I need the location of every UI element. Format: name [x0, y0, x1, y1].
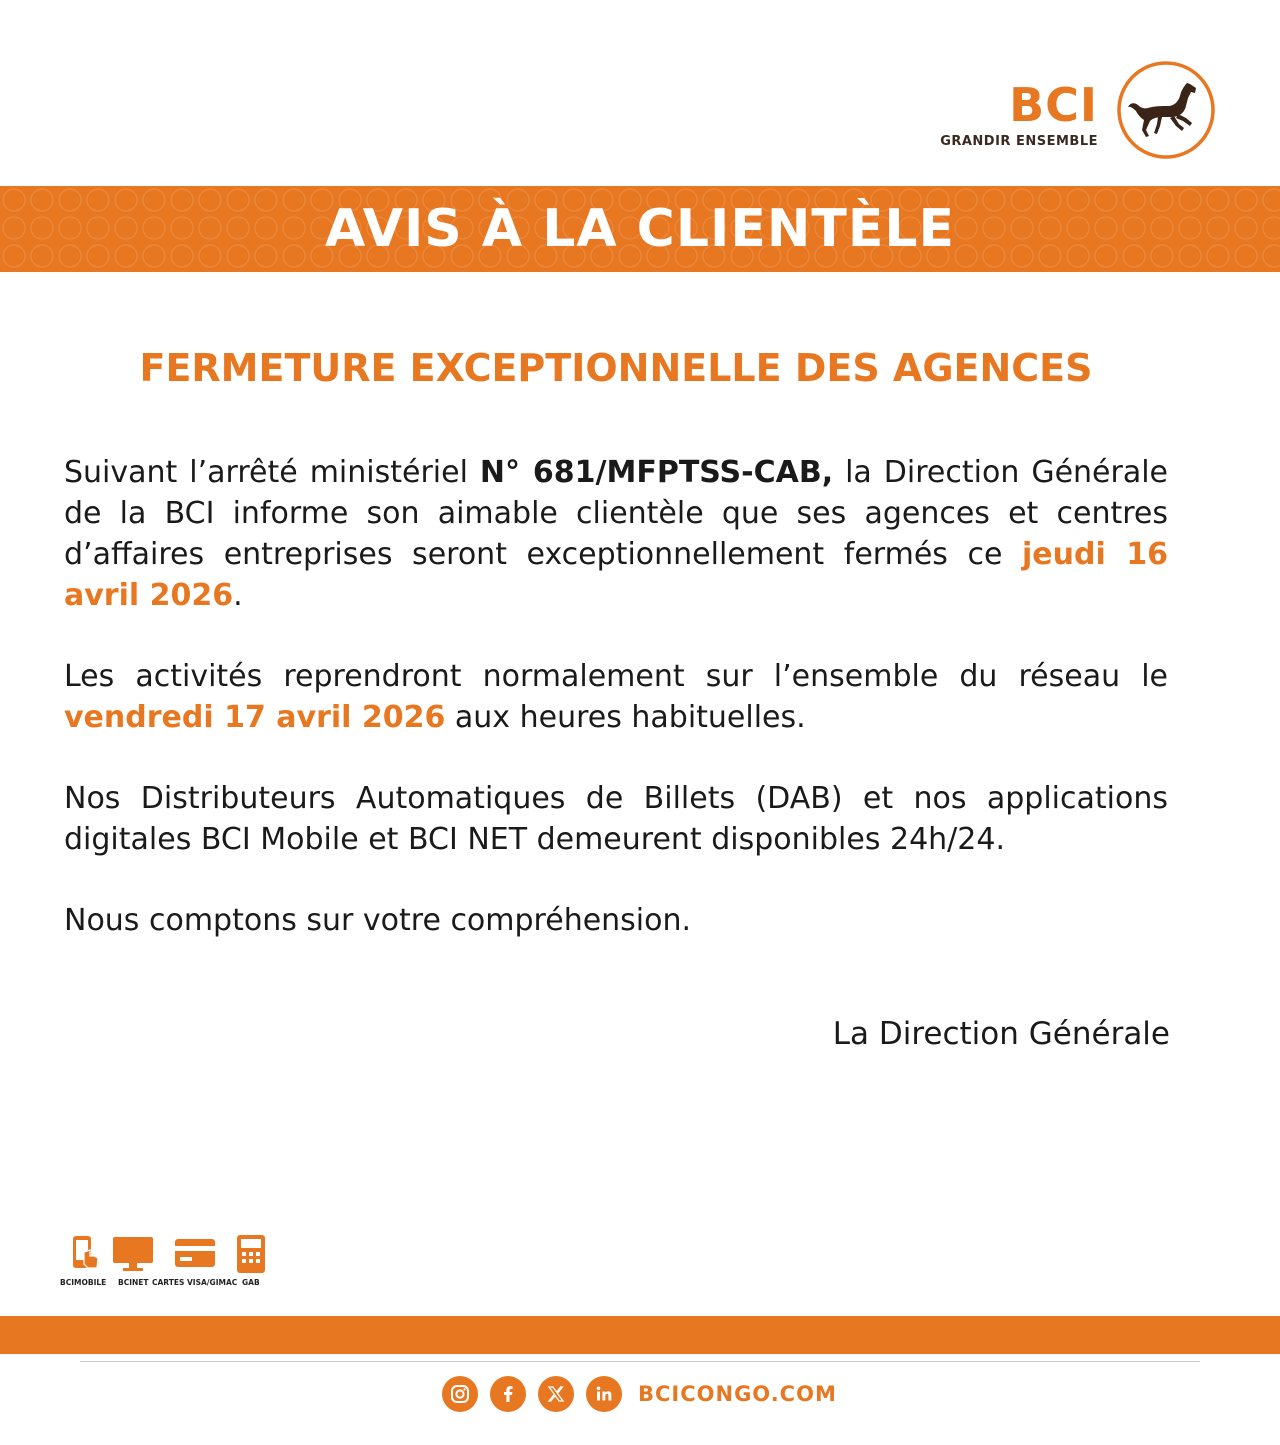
- services-strip: [60, 1234, 280, 1290]
- logo-brand: BCI: [1009, 78, 1098, 132]
- monitor-icon: [112, 1236, 154, 1272]
- signature: La Direction Générale: [832, 1016, 1170, 1052]
- paragraph-closing: Nous comptons sur votre compréhension.: [64, 903, 692, 938]
- banner-title: AVIS À LA CLIENTÈLE: [324, 199, 956, 259]
- x-icon[interactable]: [538, 1376, 574, 1412]
- footer-bar: [0, 1316, 1280, 1354]
- service-label: BCINET: [118, 1278, 149, 1287]
- text: la Direction Générale de la BCI informe son aimable clientèle que ses agences et centres d’affaires entreprises seront exceptionnellement fermés ce: [64, 455, 1169, 572]
- text: Suivant l’arrêté ministériel: [64, 455, 480, 490]
- footer-divider: [80, 1361, 1200, 1362]
- horse-emblem-icon: [1116, 60, 1216, 160]
- service-label: GAB: [242, 1278, 260, 1287]
- linkedin-icon[interactable]: [586, 1376, 622, 1412]
- website-link[interactable]: BCICONGO.COM: [638, 1382, 837, 1406]
- text: .: [233, 578, 243, 613]
- atm-icon: [236, 1234, 266, 1274]
- service-label: CARTES VISA/GIMAC: [152, 1278, 238, 1287]
- paragraph-reopening: [64, 656, 1168, 738]
- notice-body: [64, 452, 1168, 981]
- mobile-touch-icon: [70, 1234, 100, 1274]
- logo-text: [940, 78, 1098, 149]
- instagram-icon[interactable]: [442, 1376, 478, 1412]
- bci-logo: [896, 60, 1216, 164]
- facebook-icon[interactable]: [490, 1376, 526, 1412]
- service-label: BCIMOBILE: [60, 1278, 107, 1287]
- decree-reference: N° 681/MFPTSS-CAB,: [479, 455, 834, 490]
- bank-card-icon: [174, 1238, 216, 1268]
- text: Les activités reprendront normalement sur l’ensemble du réseau le: [64, 659, 1168, 694]
- text: aux heures habituelles.: [445, 700, 806, 735]
- paragraph-digital-services: Nos Distributeurs Automatiques de Billets (DAB) et nos applications digitales BCI Mobile et BCI NET demeurent disponibles 24h/24.: [64, 781, 1168, 857]
- reopening-date: vendredi 17 avril 2026: [64, 700, 446, 735]
- paragraph-closure: [64, 452, 1168, 616]
- closure-date: jeudi 16 avril 2026: [64, 537, 1168, 613]
- social-links: [442, 1376, 837, 1412]
- logo-tagline: GRANDIR ENSEMBLE: [940, 134, 1098, 149]
- notice-subtitle: FERMETURE EXCEPTIONNELLE DES AGENCES: [139, 346, 1093, 390]
- notice-banner: [0, 186, 1280, 272]
